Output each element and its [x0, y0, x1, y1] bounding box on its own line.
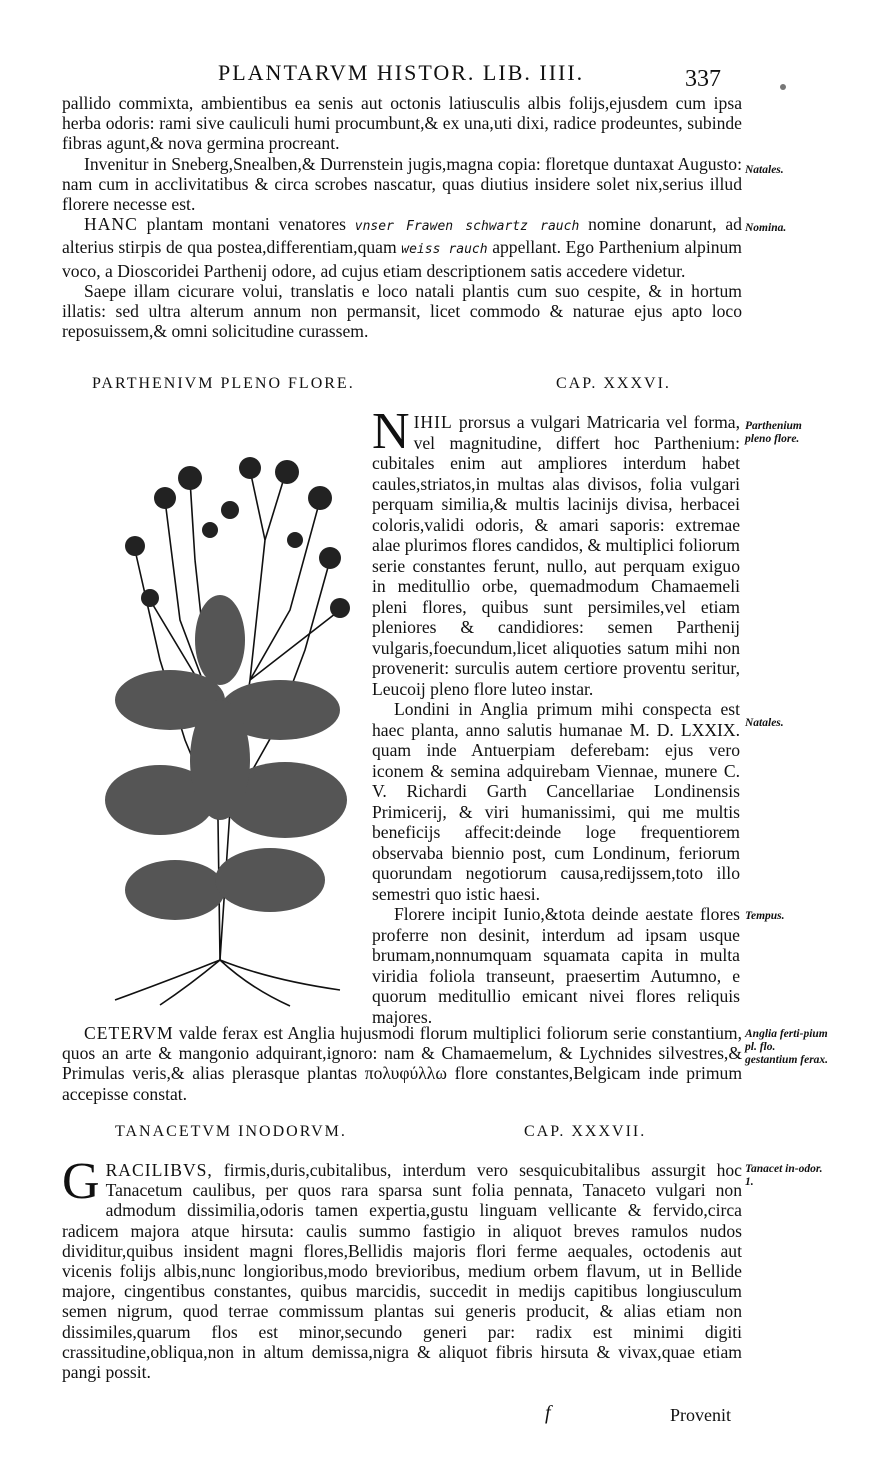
paragraph-caps: HANC	[84, 214, 138, 235]
intro-paragraph-1: pallido commixta, ambientibus ea senis aut octonis latiusculis albis folijs,ejusdem cum ipsa herba odoris: rami sive cauliculi humi procumbunt,& ex una,uti dixi, radice prodeuntes, subinde fibras agunt,& nova germina procreant.	[62, 93, 742, 154]
intro-paragraph-3	[62, 214, 742, 281]
margin-note-tanacet: Tanacet in-odor. 1.	[745, 1163, 823, 1188]
text-run: nomine donarunt, ad alterius stirpis de qua postea,differentiam,quam	[62, 214, 742, 258]
section1-paragraph-2: Londini in Anglia primum mihi conspecta est haec planta, anno salutis humanae M. D. LXXIX. quam inde Antuerpiam deferebam: ejus vero iconem & semina adquirebam Viennae, munere C. V. Richardi Garth Cancellariae Londinensis Primicerij, & viri humanissimi, qui me multis beneficijs affecit:deinde loge frequentiorem observaba biennio post, cum Londinum, feriorum quorundam negotiorum causa,redijssem,toto illo semestri quo istic haesi.	[372, 699, 740, 904]
section1-paragraph-4	[62, 1023, 742, 1104]
paragraph-caps: RACILIBVS,	[105, 1160, 213, 1180]
margin-note-natales: Natales.	[745, 164, 784, 176]
text-run: plantam montani venatores	[146, 214, 346, 235]
intro-paragraph-2: Invenitur in Sneberg,Snealben,& Durrenstein jugis,magna copia: floretque duntaxat Augusto: nam cum in acclivitatibus & circa scrobes nascatur, quas diutius insidere solet nix,serius illud florere necesse est.	[62, 153, 742, 215]
running-title: PLANTARVM HISTOR. LIB. IIII.	[218, 60, 585, 85]
section2-text	[62, 1153, 742, 1383]
drop-cap: G	[62, 1153, 100, 1210]
margin-note-anglia: Anglia ferti-pium pl. flo. gestantium ferax.	[745, 1028, 829, 1066]
signature-mark: f	[545, 1402, 551, 1424]
margin-note-nomina: Nomina.	[745, 222, 787, 234]
section2-paragraph-1	[62, 1153, 742, 1383]
german-name: vnser Frawen schwartz rauch	[354, 219, 580, 235]
section1-closing	[62, 1023, 742, 1104]
section1-text	[372, 403, 740, 1027]
section1-paragraph-3: Florere incipit Iunio,&tota deinde aestate flores proferre non desinit, interdum ad ipsam usque brumam,nonnumquam squamata capita in multa viridia foliola transeunt, praesertim Autumno, e quorum meditullio emicant nivei flores reliquis majores.	[372, 904, 740, 1027]
german-name: weiss rauch	[401, 242, 488, 258]
text-run: appellant. Ego Parthenium alpinum voco, a Dioscoridei Parthenij odore, ad cujus etiam descriptionem satis accedere videtur.	[62, 237, 742, 281]
text-run: firmis,duris,cubitalibus, interdum vero sesquicubitalibus assurgit hoc Tanacetum caulibus, per quos rara sparsa sunt folia pennata, Tanaceto vulgari non admodum dissimilia,odoris tamen expertia,gustu linguam vellicante & fervido,circa radicem majora atque hirsuta: caulis summo fastigio in aliquot breves ramulos nudos dividitur,quibus insident magni flores,Bellidis majoris flori ferme aequales, octodenis aut vicenis folijs albis,nunc longioribus,modo brevioribus, medium orbem flavum, ut in Bellide majore, cingentibus constantes, quibus marcidis, succedit in medijs capitibus longiusculum semen nigrum, quod terrae commissum plantas sui generis producit, & alias etiam non dissimiles,quarum flos est minor,secundo generi par: radix est minimi digiti crassitudine,obliqua,non in altum demissa,nigra & aliquot fibris hirsuta & vivax,quae etiam pangi possit.	[62, 1160, 742, 1383]
margin-note-tempus: Tempus.	[745, 910, 785, 922]
page-number: 337	[685, 66, 721, 92]
text-run: prorsus a vulgari Matricaria vel forma, vel magnitudine, differt hoc Parthenium: cubitales enim aut ampliores interdum habet caules,striatos,in multas alas divisos, folia vulgari perquam similia,& multis lacinijs divisa, herbacei coloris,validi odoris, & amari saporis: extremae alae plurimos flores candidos, & multiplici foliorum serie constantes ferunt, nullo, aut perquam exiguo in meditullio orbe, quemadmodum Chamaemeli pleni flores, quibus sunt persimiles,vel etiam pleniores & candidiores: semen Parthenij vulgaris,foecundum,licet aliquoties satum mihi non provenerit: surculis autem certiore proventu seritur, Leucoij pleno flore luteo instar.	[372, 412, 740, 699]
paragraph-caps: IHIL	[413, 412, 453, 432]
section1-paragraph-1	[372, 403, 740, 699]
text-run: valde ferax est Anglia hujusmodi florum multiplici foliorum serie constantium, quos an arte & mangonio adquirant,ignoro: nam & Chamaemelum, & Lychnides silvestres,& Primulas veris,& alias plerasque plantas πολυφύλλω flore constantes,Belgicam inde primum accepisse constat.	[62, 1023, 742, 1104]
margin-note-natales: Natales.	[745, 717, 784, 729]
paragraph-caps: CETERVM	[84, 1023, 174, 1043]
section-title: PARTHENIVM PLENO FLORE.	[92, 375, 355, 392]
margin-note-parthenium: Parthenium pleno flore.	[745, 420, 802, 445]
intro-text	[62, 93, 742, 341]
drop-cap: N	[372, 403, 410, 460]
intro-paragraph-4: Saepe illam cicurare volui, translatis e loco natali plantis cum suo cespite, & in hortum illatis: sed ultra alterum annum non permansit, licet commodo & naturae ejus apto loco reposuissem,& omni solicitudine curassem.	[62, 280, 742, 342]
ink-spot	[780, 84, 786, 90]
parthenium-woodcut	[90, 440, 360, 1010]
section-title: TANACETVM INODORVM.	[115, 1123, 347, 1140]
catchword: Provenit	[670, 1405, 731, 1425]
chapter-number: CAP. XXXVI.	[556, 375, 671, 392]
chapter-number: CAP. XXXVII.	[524, 1123, 647, 1140]
